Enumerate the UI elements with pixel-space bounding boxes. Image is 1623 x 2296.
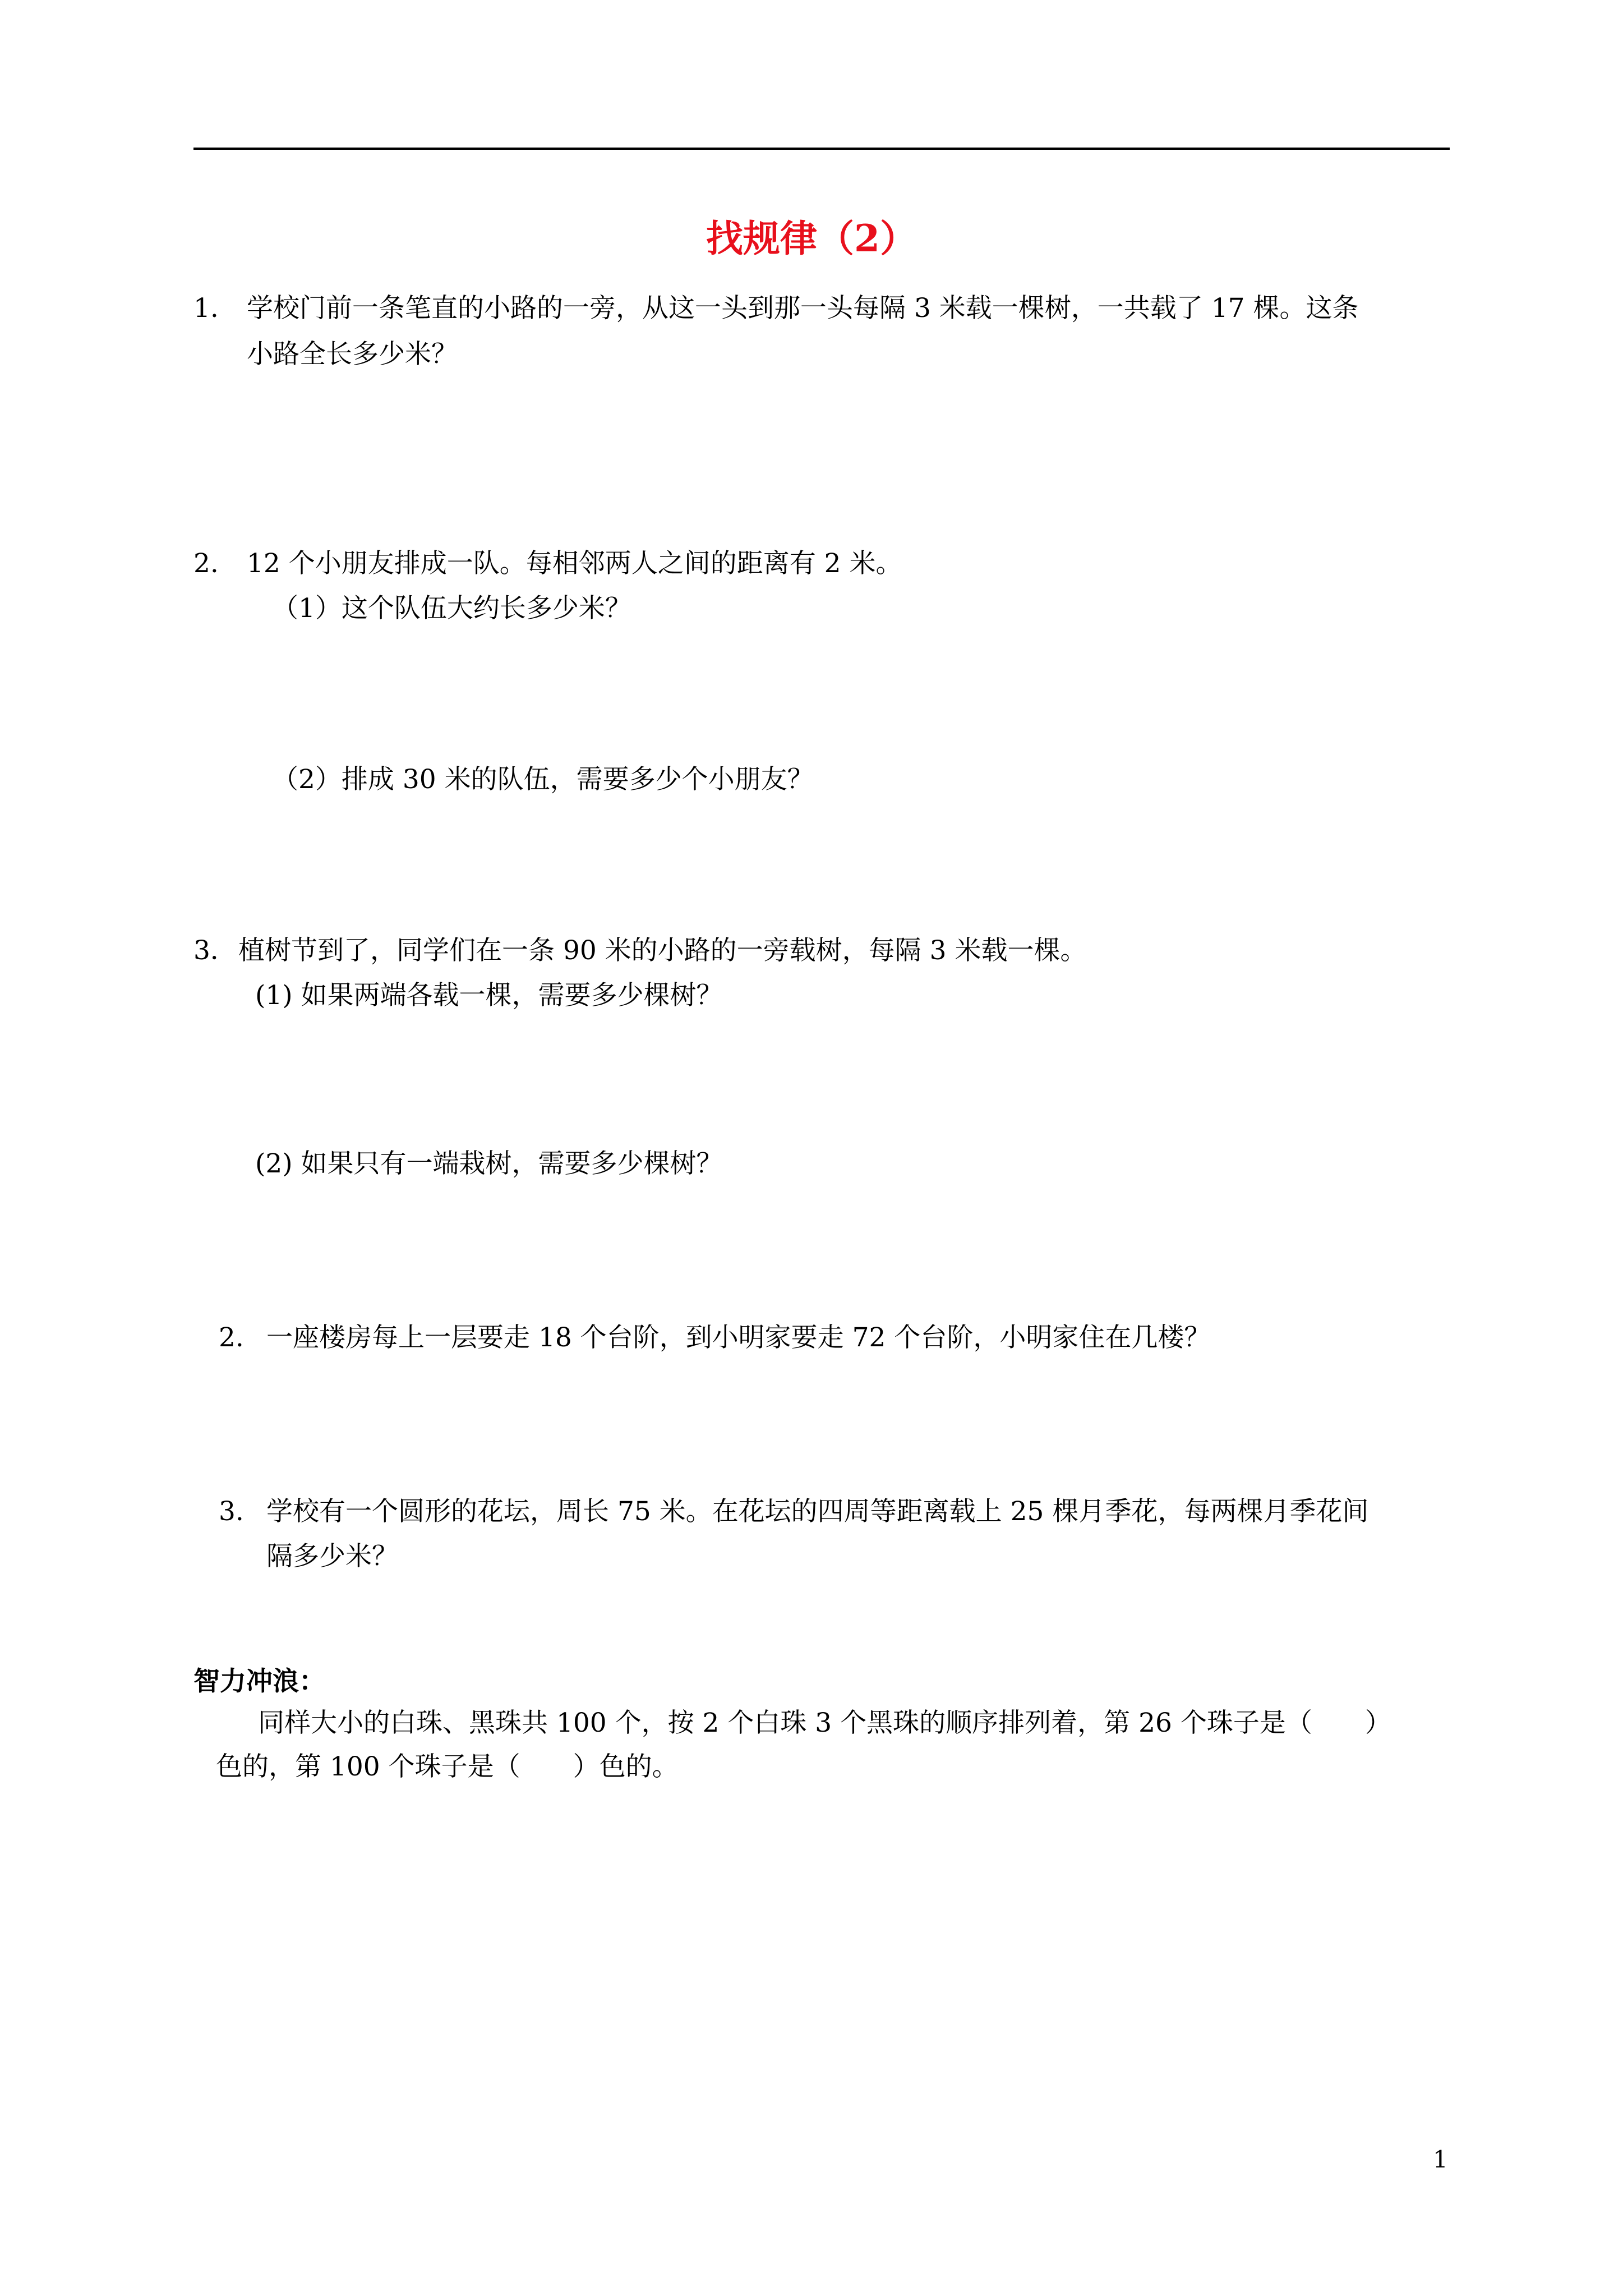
question-1-number: 1. (193, 293, 219, 324)
bonus-text-line-2: 色的，第 100 个珠子是（ ）色的。 (216, 1751, 679, 1782)
bonus-text-line-1: 同样大小的白珠、黑珠共 100 个，按 2 个白珠 3 个黑珠的顺序排列着，第 26 个珠子是（ ） (258, 1708, 1391, 1738)
question-4-number: 2. (219, 1322, 244, 1353)
question-3-text: 植树节到了，同学们在一条 90 米的小路的一旁载树，每隔 3 米载一棵。 (238, 935, 1087, 966)
question-2-sub-2: （2）排成 30 米的队伍，需要多少个小朋友？ (272, 764, 814, 795)
question-3-sub-2: (2) 如果只有一端栽树，需要多少棵树？ (255, 1148, 723, 1179)
question-1-text-line-1: 学校门前一条笔直的小路的一旁，从这一头到那一头每隔 3 米载一棵树，一共载了 17 棵。这条 (247, 293, 1359, 324)
question-2-sub-1: （1）这个队伍大约长多少米？ (272, 593, 631, 624)
question-5-text-line-1: 学校有一个圆形的花坛，周长 75 米。在花坛的四周等距离载上 25 棵月季花，每两棵月季花间 (266, 1496, 1369, 1527)
question-1-text-line-2: 小路全长多少米？ (247, 339, 458, 370)
bonus-heading: 智力冲浪： (193, 1666, 325, 1697)
header-rule (193, 148, 1450, 150)
page-title: 找规律（2） (706, 217, 917, 260)
question-2-number: 2. (193, 548, 219, 579)
question-2-text: 12 个小朋友排成一队。每相邻两人之间的距离有 2 米。 (247, 548, 902, 579)
question-3-number: 3． (193, 935, 237, 966)
question-5-number: 3. (219, 1496, 244, 1527)
page-number: 1 (1433, 2146, 1448, 2173)
question-5-text-line-2: 隔多少米？ (266, 1541, 398, 1572)
question-3-sub-1: (1) 如果两端各载一棵，需要多少棵树？ (255, 980, 723, 1011)
question-4-text: 一座楼房每上一层要走 18 个台阶，到小明家要走 72 个台阶，小明家住在几楼？ (266, 1322, 1211, 1353)
